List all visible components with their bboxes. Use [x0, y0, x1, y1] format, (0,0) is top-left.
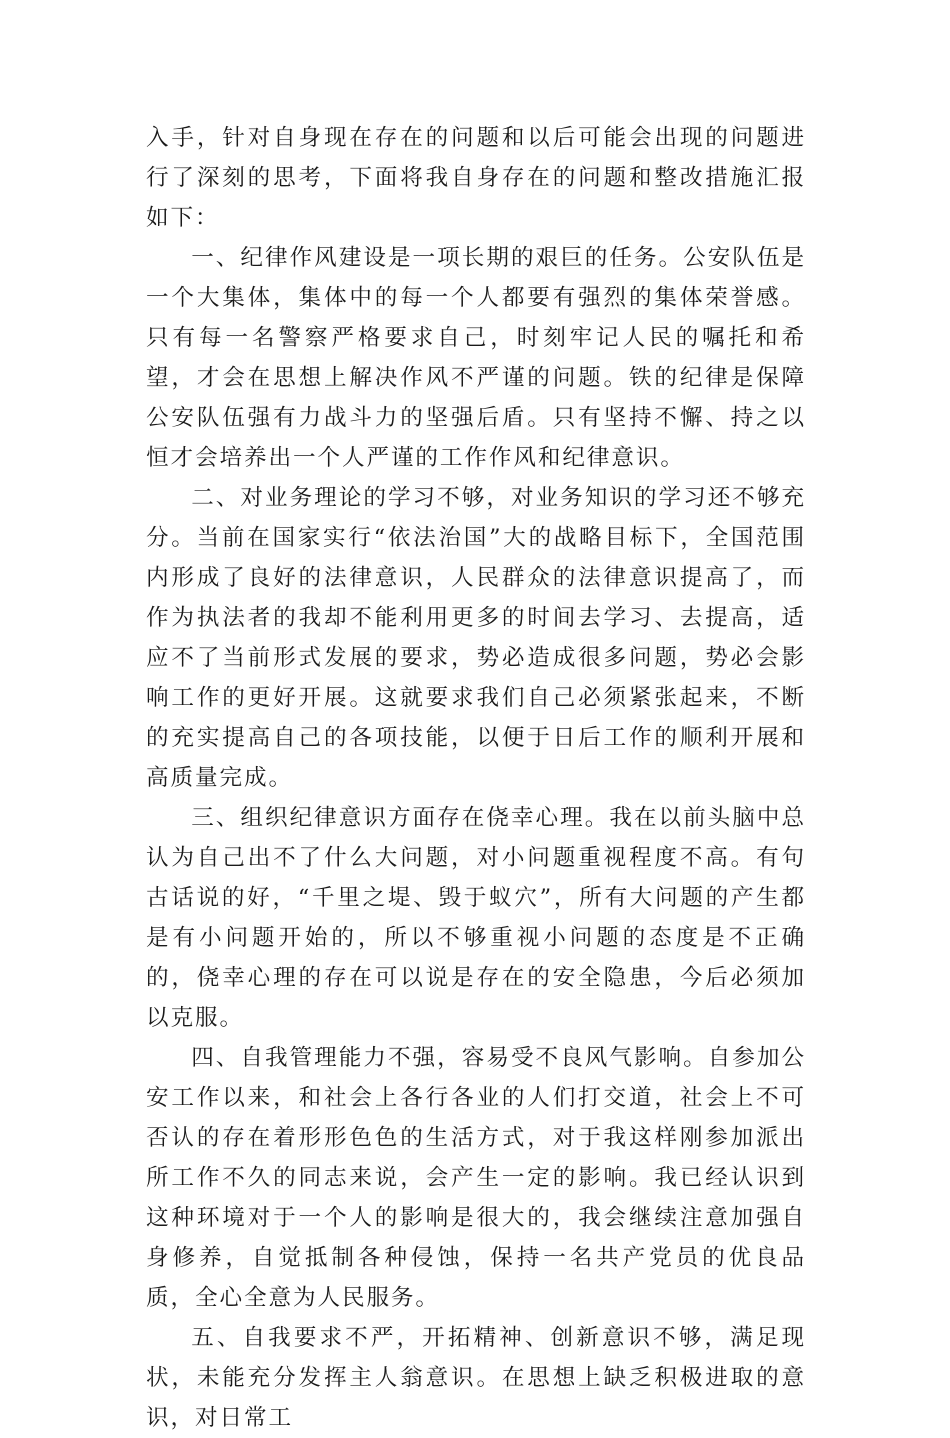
paragraph-item-1: 一、纪律作风建设是一项长期的艰巨的任务。公安队伍是一个大集体，集体中的每一个人都要有强烈的集体荣誉感。只有每一名警察严格要求自己，时刻牢记人民的嘱托和希望，才会在思想上解决作风不严谨的问题。铁的纪律是保障公安队伍强有力战斗力的坚强后盾。只有坚持不懈、持之以恒才会培养出一个人严谨的工作作风和纪律意识。 — [146, 245, 806, 471]
paragraph-intro-continued: 入手，针对自身现在存在的问题和以后可能会出现的问题进行了深刻的思考，下面将我自身存在的问题和整改措施汇报如下： — [146, 125, 806, 231]
document-body — [146, 118, 806, 1438]
paragraph-item-4: 四、自我管理能力不强，容易受不良风气影响。自参加公安工作以来，和社会上各行各业的人们打交道，社会上不可否认的存在着形形色色的生活方式，对于我这样刚参加派出所工作不久的同志来说，会产生一定的影响。我已经认识到这种环境对于一个人的影响是很大的，我会继续注意加强自身修养，自觉抵制各种侵蚀，保持一名共产党员的优良品质，全心全意为人民服务。 — [146, 1045, 806, 1311]
paragraph-item-2: 二、对业务理论的学习不够，对业务知识的学习还不够充分。当前在国家实行“依法治国”大的战略目标下，全国范围内形成了良好的法律意识，人民群众的法律意识提高了，而作为执法者的我却不能利用更多的时间去学习、去提高，适应不了当前形式发展的要求，势必造成很多问题，势必会影响工作的更好开展。这就要求我们自己必须紧张起来，不断的充实提高自己的各项技能，以便于日后工作的顺利开展和高质量完成。 — [146, 485, 806, 791]
paragraph-item-5: 五、自我要求不严，开拓精神、创新意识不够，满足现状，未能充分发挥主人翁意识。在思想上缺乏积极进取的意识，对日常工 — [146, 1325, 806, 1431]
paragraph-item-3: 三、组织纪律意识方面存在侥幸心理。我在以前头脑中总认为自己出不了什么大问题，对小问题重视程度不高。有句古话说的好，“千里之堤、毁于蚁穴”，所有大问题的产生都是有小问题开始的，所以不够重视小问题的态度是不正确的，侥幸心理的存在可以说是存在的安全隐患，今后必须加以克服。 — [146, 805, 806, 1031]
